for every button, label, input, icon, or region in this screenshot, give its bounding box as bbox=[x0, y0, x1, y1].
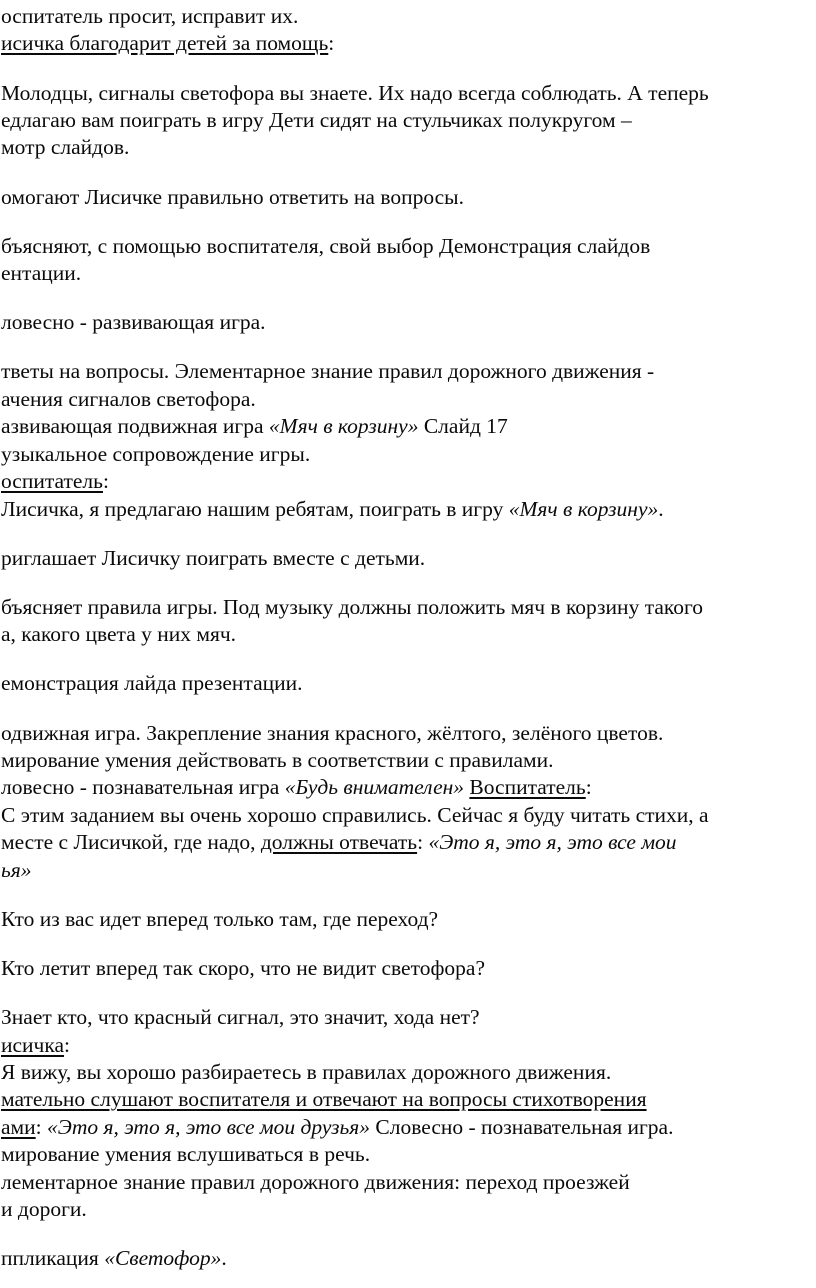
underlined-text: оспитатель bbox=[1, 469, 103, 494]
body-text: : bbox=[328, 31, 335, 56]
blank-line bbox=[1, 337, 816, 359]
body-text: оспитатель просит, исправит их. bbox=[1, 4, 299, 28]
body-text: риглашает Лисичку поиграть вместе с детьми. bbox=[1, 545, 426, 570]
italic-text: ья» bbox=[1, 857, 32, 882]
body-text: емонстрация лайда презентации. bbox=[1, 671, 303, 696]
underlined-text: должны отвечать bbox=[260, 830, 418, 855]
body-text: Словесно - познавательная игра. bbox=[370, 1114, 674, 1139]
blank-line bbox=[1, 523, 816, 545]
text-line bbox=[1, 594, 816, 621]
text-line bbox=[1, 720, 816, 747]
text-line bbox=[1, 774, 816, 801]
body-text: мотр слайдов. bbox=[1, 135, 130, 160]
italic-text: «Это я, это я, это все мои bbox=[428, 830, 677, 855]
text-line bbox=[1, 1169, 816, 1196]
text-line bbox=[1, 829, 816, 856]
body-text: одвижная игра. Закрепление знания красного, жёлтого, зелёного цветов. bbox=[1, 720, 664, 745]
body-text: : bbox=[102, 469, 109, 494]
body-text: Слайд 17 bbox=[418, 414, 508, 439]
text-line bbox=[1, 545, 816, 572]
blank-line bbox=[1, 649, 816, 671]
body-text: мирование умения вслушиваться в речь. bbox=[1, 1142, 371, 1167]
italic-text: «Мяч в корзину» bbox=[268, 414, 419, 439]
text-line bbox=[1, 857, 816, 884]
italic-text: «Светофор» bbox=[104, 1246, 222, 1271]
text-line bbox=[1, 496, 816, 523]
text-line bbox=[1, 1245, 816, 1272]
body-text: ентации. bbox=[1, 261, 82, 286]
italic-text: «Мяч в корзину» bbox=[508, 496, 659, 521]
body-text: . bbox=[658, 496, 664, 521]
blank-line bbox=[1, 162, 816, 184]
text-line bbox=[1, 906, 816, 933]
text-line bbox=[1, 621, 816, 648]
italic-text: «Это я, это я, это все мои друзья» bbox=[47, 1114, 371, 1139]
body-text: омогают Лисичке правильно ответить на вопросы. bbox=[1, 184, 464, 209]
underlined-text: ами bbox=[1, 1114, 36, 1139]
body-text: : bbox=[35, 1114, 48, 1139]
text-line bbox=[1, 413, 816, 440]
body-text: Я вижу, вы хорошо разбираетесь в правилах дорожного движения. bbox=[1, 1059, 612, 1084]
body-text: Знает кто, что красный сигнал, это значит, хода нет? bbox=[1, 1005, 480, 1030]
body-text: : bbox=[417, 830, 429, 855]
text-line bbox=[1, 30, 816, 57]
blank-line bbox=[1, 982, 816, 1004]
text-line bbox=[1, 260, 816, 287]
body-text: мирование умения действовать в соответствии с правилами. bbox=[1, 747, 554, 772]
body-text: бъясняют, с помощью воспитателя, свой выбор Демонстрация слайдов bbox=[1, 233, 651, 258]
underlined-text: исичка bbox=[1, 1032, 65, 1057]
body-text: едлагаю вам поиграть в игру Дети сидят на стульчиках полукругом – bbox=[1, 108, 632, 132]
text-line bbox=[1, 107, 816, 134]
underlined-text: исичка благодарит детей за помощь bbox=[1, 31, 329, 56]
blank-line bbox=[1, 58, 816, 80]
text-line bbox=[1, 1196, 816, 1223]
blank-line bbox=[1, 211, 816, 233]
text-line bbox=[1, 386, 816, 413]
text-line bbox=[1, 80, 816, 107]
text-line bbox=[1, 3, 816, 30]
text-line bbox=[1, 358, 816, 385]
text-line bbox=[1, 1032, 816, 1059]
blank-line bbox=[1, 1224, 816, 1246]
body-text: тветы на вопросы. Элементарное знание правил дорожного движения - bbox=[1, 359, 655, 384]
text-line bbox=[1, 233, 816, 260]
body-text: . bbox=[221, 1246, 227, 1271]
blank-line bbox=[1, 288, 816, 310]
text-line bbox=[1, 1059, 816, 1086]
body-text: узыкальное сопровождение игры. bbox=[1, 441, 311, 466]
blank-line bbox=[1, 933, 816, 955]
body-text: азвивающая подвижная игра bbox=[1, 414, 269, 439]
text-line bbox=[1, 441, 816, 468]
body-text: лементарное знание правил дорожного движения: переход проезжей bbox=[1, 1169, 630, 1194]
body-text: ачения сигналов светофора. bbox=[1, 386, 256, 411]
body-text: Лисичка, я предлагаю нашим ребятам, поиграть в игру bbox=[1, 496, 509, 521]
text-line bbox=[1, 134, 816, 161]
text-line bbox=[1, 309, 816, 336]
underlined-text: мательно слушают воспитателя и отвечают на вопросы стихотворения bbox=[1, 1087, 647, 1112]
text-line bbox=[1, 802, 816, 829]
body-text: ловесно - развивающая игра. bbox=[1, 310, 266, 335]
body-text: Кто из вас идет вперед только там, где переход? bbox=[1, 906, 439, 931]
body-text: бъясняет правила игры. Под музыку должны положить мяч в корзину такого bbox=[1, 594, 704, 619]
text-line bbox=[1, 670, 816, 697]
body-text: : bbox=[64, 1032, 71, 1057]
body-text: ппликация bbox=[1, 1246, 105, 1271]
text-line bbox=[1, 1004, 816, 1031]
body-text: : bbox=[585, 775, 592, 800]
body-text: а, какого цвета у них мяч. bbox=[1, 622, 237, 647]
text-line bbox=[1, 1141, 816, 1168]
body-text: и дороги. bbox=[1, 1197, 87, 1222]
text-line bbox=[1, 1114, 816, 1141]
italic-text: «Будь внимателен» bbox=[284, 775, 465, 800]
text-line bbox=[1, 468, 816, 495]
text-line bbox=[1, 955, 816, 982]
body-text: Кто летит вперед так скоро, что не видит светофора? bbox=[1, 955, 485, 980]
body-text: месте с Лисичкой, где надо, bbox=[1, 830, 261, 855]
blank-line bbox=[1, 572, 816, 594]
text-line bbox=[1, 747, 816, 774]
blank-line bbox=[1, 884, 816, 906]
blank-line bbox=[1, 698, 816, 720]
text-line bbox=[1, 184, 816, 211]
text-line bbox=[1, 1086, 816, 1113]
body-text: ловесно - познавательная игра bbox=[1, 775, 285, 800]
body-text: С этим заданием вы очень хорошо справились. Сейчас я буду читать стихи, а bbox=[1, 802, 709, 827]
body-text: Молодцы, сигналы светофора вы знаете. Их надо всегда соблюдать. А теперь bbox=[1, 80, 709, 105]
underlined-text: Воспитатель bbox=[469, 775, 586, 800]
